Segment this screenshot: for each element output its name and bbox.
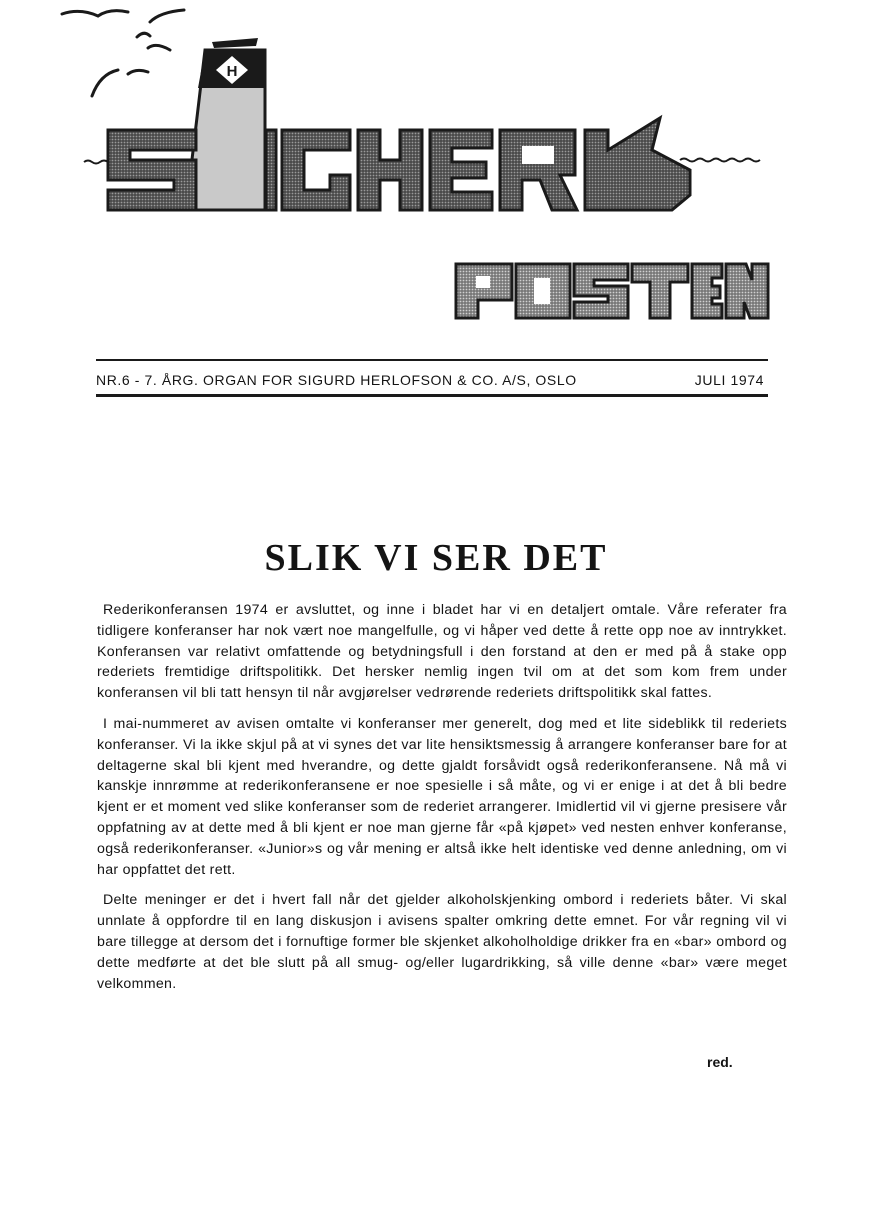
article-body — [97, 600, 787, 1004]
top-rule — [96, 359, 768, 361]
title-word-posten — [456, 264, 768, 318]
issue-organ-text: NR.6 - 7. ÅRG. ORGAN FOR SIGURD HERLOFSON & CO. A/S, OSLO — [96, 372, 577, 388]
issue-info-bar — [96, 359, 768, 399]
paragraph-2: I mai-nummeret av avisen omtalte vi konferanser mer generelt, dog med et lite sideblikk til rederiets konferanser. Vi la ikke skjul på at vi synes det var lite hensiktsmessig å arrangere konferanser bare for at deltagerne skal bli kjent med hverandre, og dette gjaldt forsåvidt også rederikonferansene. Nå må vi kanskje innrømme at rederikonferansene er noe spesielle i så måte, og vi er enige i at det å bli bedre kjent er et moment ved slike konferanser som de rederiet arrangerer. Imidlertid vil vi gjerne presisere vår oppfatning av at dette med å bli kjent er noe man gjerne får «på kjøpet» ved nesten enhver konferanse, også rederikonferanser. «Junior»s og vår mening er altså ikke helt identiske ved denne anledning, om vi har oppfattet det rett. — [97, 715, 787, 878]
signature: red. — [707, 1054, 733, 1070]
bottom-rule — [96, 394, 768, 397]
funnel-letter: H — [226, 63, 238, 80]
seagull-icons — [62, 10, 184, 96]
title-word-sigherl — [108, 118, 690, 210]
article-headline: SLIK VI SER DET — [264, 537, 608, 579]
paragraph-3: Delte meninger er det i hvert fall når det gjelder alkoholskjenking ombord i rederiets båter. Vi skal unnlate å oppfordre til en lang diskusjon i avisens spalter omkring dette emnet. For vår regning vil vi bare tillegge at dersom det i fornuftige former ble skjenket alkoholholdige drikker fra en «bar» ombord og dette medførte at det ble slutt på all smug- og/eller lugardrikking, så ville denne «bar» være meget velkommen. — [97, 892, 787, 992]
ship-funnel-icon — [186, 38, 265, 210]
issue-date: JULI 1974 — [694, 372, 764, 388]
masthead-logo — [0, 0, 896, 340]
paragraph-1: Rederikonferansen 1974 er avsluttet, og inne i bladet har vi en detaljert omtale. Våre referater fra tidligere konferanser har nok vært noe mangelfulle, og vi håper ved dette å rette opp noe av inntrykket. Konferansen var relativt omfattende og betydningsfull i den forstand at den er med på å stake opp rederiets fremtidige driftspolitikk. Det hersker nemlig ingen tvil om at det som kom frem under konferansen vil bli tatt hensyn til når avgjørelser vedrørende rederiets driftspolitikk skal fattes. — [97, 602, 787, 702]
